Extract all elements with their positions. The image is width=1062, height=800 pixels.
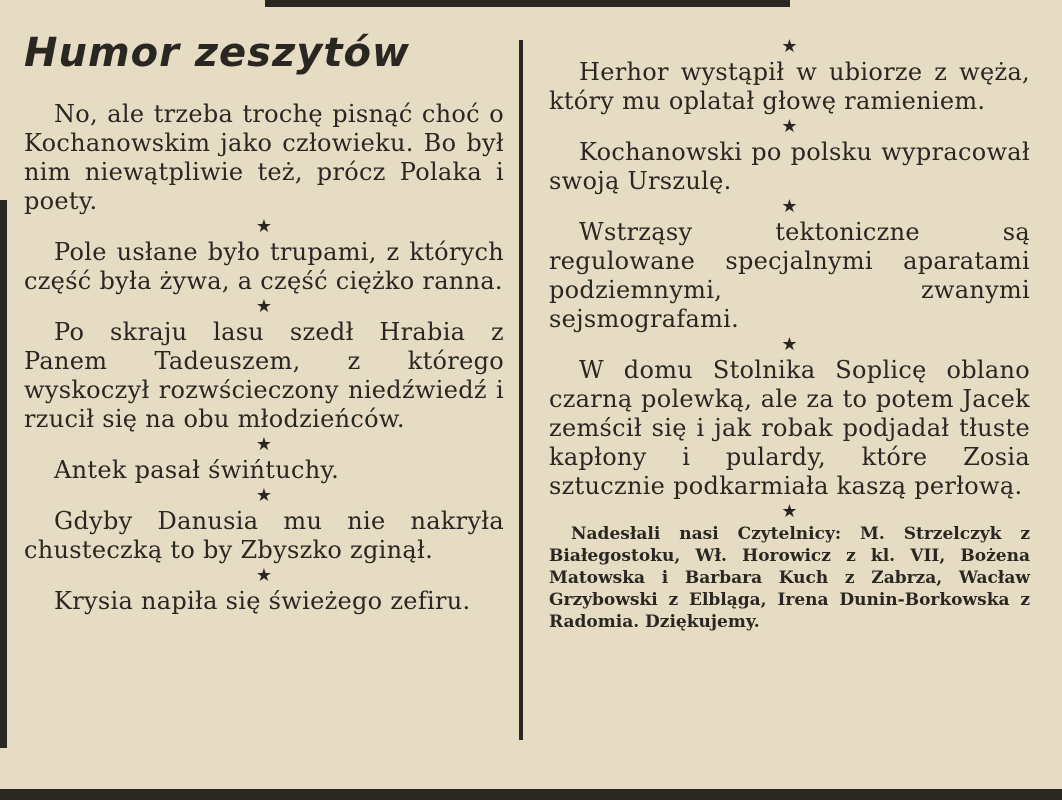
joke-paragraph: Po skraju lasu szedł Hrabia z Panem Tadeuszem, z którego wyskoczył rozwścieczony niedźwiedź i rzucił się na obu młodzieńców. bbox=[24, 318, 504, 433]
separator-star-icon: ★ bbox=[255, 434, 273, 455]
joke-paragraph: Wstrząsy tektoniczne są regulowane specjalnymi aparatami podziemnymi, zwanymi sejsmografami. bbox=[549, 218, 1030, 333]
separator-star-icon: ★ bbox=[781, 334, 798, 355]
joke-paragraph: No, ale trzeba trochę pisnąć choć o Kochanowskim jako człowieku. Bo był nim niewątpliwie też, prócz Polaka i poety. bbox=[24, 100, 504, 215]
top-rule bbox=[265, 0, 790, 7]
article-title: Humor zeszytów bbox=[24, 30, 410, 76]
joke-paragraph: Herhor wystąpił w ubiorze z węża, który mu oplatał głowę ramieniem. bbox=[549, 58, 1030, 115]
joke-paragraph: Gdyby Danusia mu nie nakryła chusteczką to by Zbyszko zginął. bbox=[24, 507, 504, 564]
right-column-items bbox=[549, 36, 1030, 522]
separator-star-icon: ★ bbox=[781, 196, 798, 217]
separator-star-icon: ★ bbox=[255, 565, 273, 586]
joke-paragraph: Krysia napiła się świeżego zefiru. bbox=[54, 587, 471, 615]
joke-paragraph: Pole usłane było trupami, z których część była żywa, a część ciężko ranna. bbox=[24, 238, 504, 295]
reader-credits: Nadesłali nasi Czytelnicy: M. Strzelczyk z Białegostoku, Wł. Horowicz z kl. VII, Bożena Matowska i Barbara Kuch z Zabrza, Wacław Grzybowski z Elbląga, Irena Dunin-Borkowska z Radomia. Dziękujemy. bbox=[549, 524, 1030, 632]
separator-star-icon: ★ bbox=[781, 501, 798, 522]
joke-paragraph: W domu Stolnika Soplicę oblano czarną polewką, ale za to potem Jacek zemścił się i jak robak podjadał tłuste kapłony i pulardy, które Zosia sztucznie podkarmiała kaszą perłową. bbox=[549, 356, 1030, 500]
separator-star-icon: ★ bbox=[781, 36, 798, 57]
separator-star-icon: ★ bbox=[255, 216, 273, 237]
joke-paragraph: Antek pasał świńtuchy. bbox=[54, 456, 340, 484]
bottom-rule bbox=[0, 789, 1062, 800]
separator-star-icon: ★ bbox=[255, 485, 273, 506]
separator-star-icon: ★ bbox=[255, 296, 273, 317]
column-divider bbox=[519, 40, 523, 740]
joke-paragraph: Kochanowski po polsku wypracował swoją Urszulę. bbox=[549, 138, 1030, 195]
left-rule bbox=[0, 200, 7, 748]
left-column bbox=[24, 100, 504, 616]
separator-star-icon: ★ bbox=[781, 116, 798, 137]
right-column bbox=[549, 36, 1030, 633]
